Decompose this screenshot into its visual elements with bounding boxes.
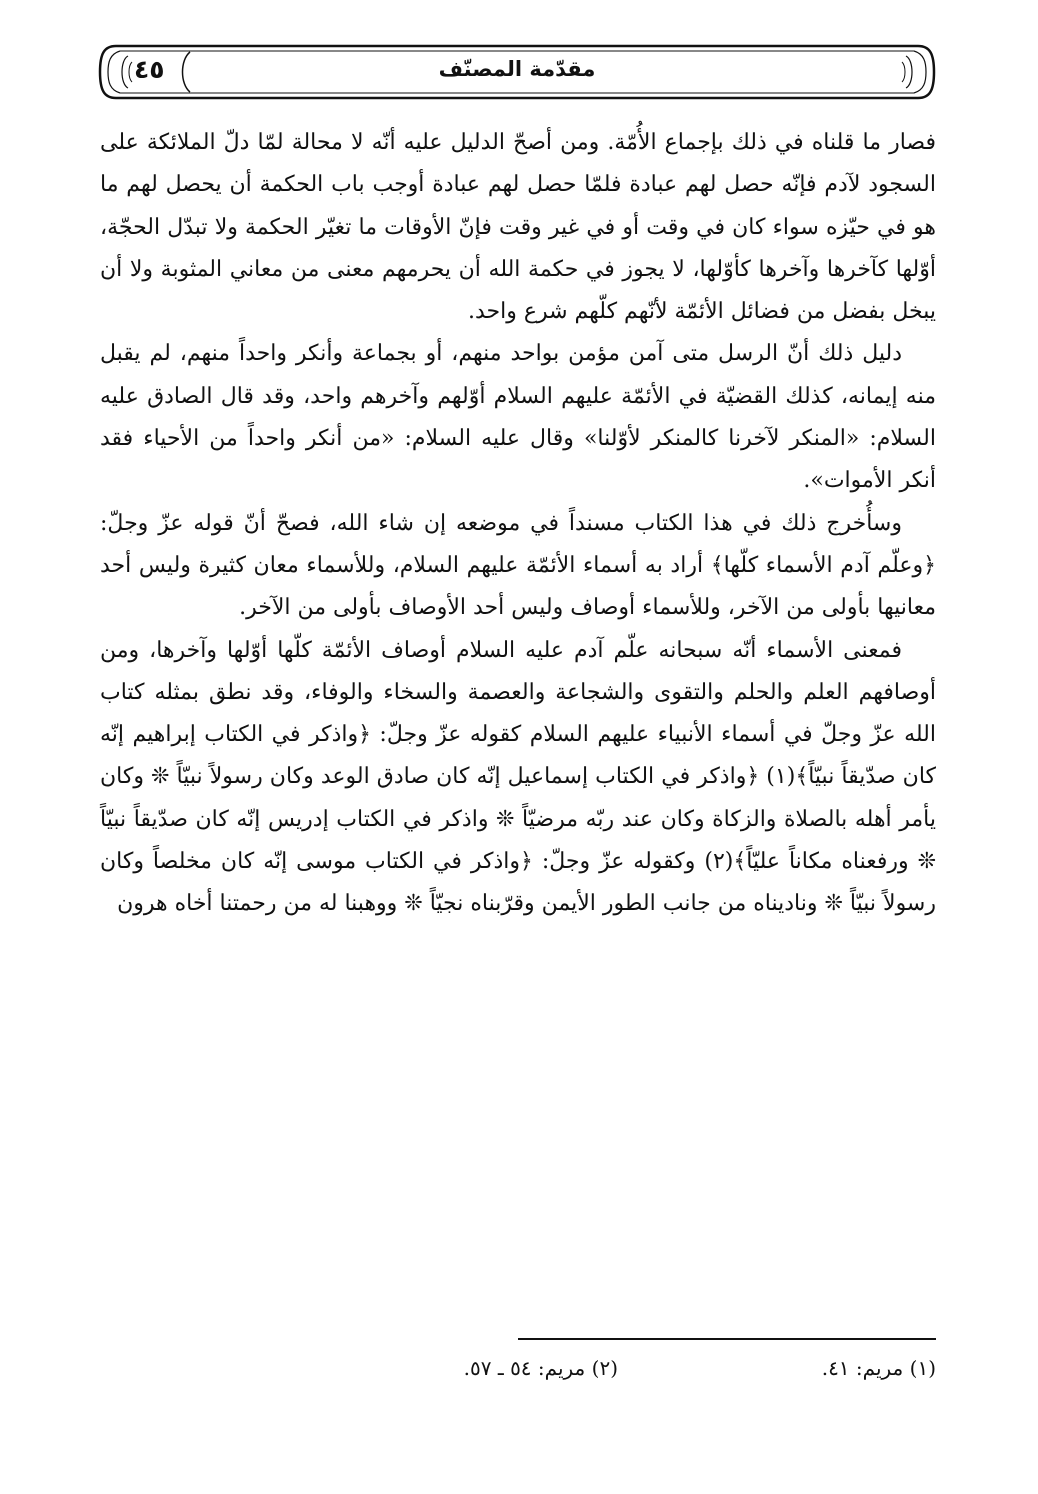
page-number: ٤٥ bbox=[134, 55, 165, 84]
footnote-2: (٢) مريم: ٥٤ ـ ٥٧. bbox=[463, 1356, 618, 1380]
page-title: مقدّمة المصنّف bbox=[438, 57, 596, 81]
page-header bbox=[98, 42, 936, 102]
paragraph-3: وسأُخرج ذلك في هذا الكتاب مسنداً في موضعه إن شاء الله، فصحّ أنّ قوله عزّ وجلّ: ﴿وعلّم آدم الأسماء كلّها﴾ أراد به أسماء الأئمّة عليهم السلام، وللأسماء معان كثيرة وليس أحد معانيها بأولى من الآخر، وللأسماء أوصاف وليس أحد الأوصاف بأولى من الآخر. bbox=[100, 510, 936, 621]
footnote-1: (١) مريم: ٤١. bbox=[821, 1356, 936, 1380]
paragraph-2: دليل ذلك أنّ الرسل متى آمن مؤمن بواحد منهم، أو بجماعة وأنكر واحداً منهم، لم يقبل منه إيمانه، كذلك القضيّة في الأئمّة عليهم السلام أوّلهم وآخرهم واحد، وقد قال الصادق عليه السلام: «المنكر لآخرنا كالمنكر لأوّلنا» وقال عليه السلام: «من أنكر واحداً من الأحياء فقد أنكر الأموات». bbox=[100, 341, 936, 494]
paragraph-4: فمعنى الأسماء أنّه سبحانه علّم آدم عليه السلام أوصاف الأئمّة كلّها أوّلها وآخرها، ومن أوصافهم العلم والحلم والتقوى والشجاعة والعصمة والسخاء والوفاء، وقد نطق بمثله كتاب الله عزّ وجلّ في أسماء الأنبياء عليهم السلام كقوله عزّ وجلّ: ﴿واذكر في الكتاب إبراهيم إنّه كان صدّيقاً نبيّاً﴾(١) ﴿واذكر في الكتاب إسماعيل إنّه كان صادق الوعد وكان رسولاً نبيّاً ❊ وكان يأمر أهله بالصلاة والزكاة وكان عند ربّه مرضيّاً ❊ واذكر في الكتاب إدريس إنّه كان صدّيقاً نبيّاً ❊ ورفعناه مكاناً عليّاً﴾(٢) وكقوله عزّ وجلّ: ﴿واذكر في الكتاب موسى إنّه كان مخلصاً وكان رسولاً نبيّاً ❊ وناديناه من جانب الطور الأيمن وقرّبناه نجيّاً ❊ ووهبنا له من رحمتنا أخاه هرون bbox=[100, 637, 936, 917]
footnote-separator bbox=[518, 1338, 936, 1340]
page-body bbox=[100, 122, 936, 926]
paragraph-1: فصار ما قلناه في ذلك بإجماع الأُمّة. ومن أصحّ الدليل عليه أنّه لا محالة لمّا دلّ الملائكة على السجود لآدم فإنّه حصل لهم عبادة فلمّا حصل لهم عبادة أوجب باب الحكمة أن يحصل لهم ما هو في حيّزه سواء كان في وقت أو في غير وقت فإنّ الأوقات ما تغيّر الحكمة ولا تبدّل الحجّة، أوّلها كآخرها وآخرها كأوّلها، لا يجوز في حكمة الله أن يحرمهم معنى من معاني المثوبة ولا أن يبخل بفضل من فضائل الأئمّة لأنّهم كلّهم شرع واحد. bbox=[100, 130, 936, 325]
